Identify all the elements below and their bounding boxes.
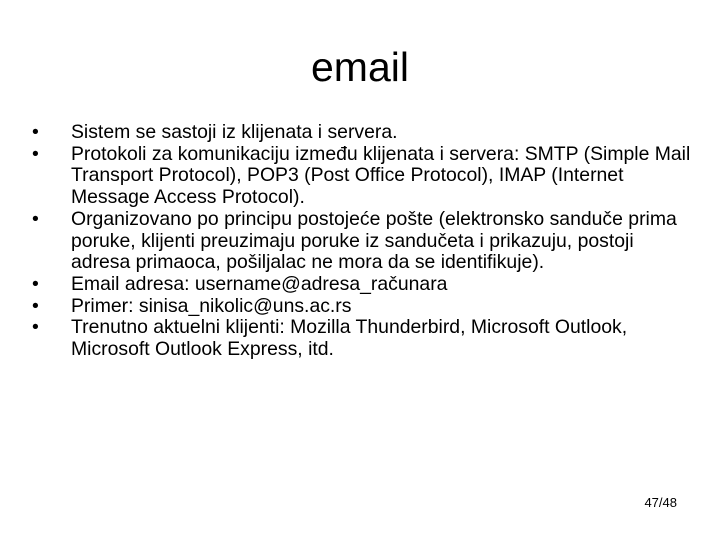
bullet-item-2 bbox=[32, 144, 692, 209]
bullet-text-1: Sistem se sastoji iz klijenata i servera. bbox=[71, 121, 398, 143]
slide-title: email bbox=[311, 44, 409, 90]
bullet-item-5 bbox=[32, 296, 692, 318]
bullet-icon: • bbox=[32, 294, 39, 317]
bullet-text-5: Primer: sinisa_nikolic@uns.ac.rs bbox=[71, 294, 352, 317]
bullet-text-3: Organizovano po principu postojeće pošte (elektronsko sandučе prima poruke, klijenti preuzimaju poruke iz sandučeta i prikazuju, postoji adresa primaoca, pošiljalac ne mora da se identifikuje). bbox=[71, 207, 677, 274]
bullet-text-2: Protokoli za komunikaciju između klijenata i servera: SMTP (Simple Mail Transport Protocol), POP3 (Post Office Protocol), IMAP (Internet Message Access Protocol). bbox=[71, 142, 691, 209]
bullet-item-4 bbox=[32, 274, 692, 296]
page-number: 47/48 bbox=[644, 495, 677, 510]
bullet-icon: • bbox=[32, 142, 39, 165]
bullet-icon: • bbox=[32, 316, 39, 339]
bullet-item-1 bbox=[32, 122, 692, 144]
bullet-icon: • bbox=[32, 207, 39, 230]
bullet-text-4: Email adresa: username@adresa_računara bbox=[71, 272, 448, 295]
bullet-list bbox=[32, 122, 692, 361]
bullet-icon: • bbox=[32, 121, 39, 143]
bullet-item-6 bbox=[32, 317, 692, 360]
bullet-icon: • bbox=[32, 272, 39, 295]
bullet-text-6: Trenutno aktuelni klijenti: Mozilla Thunderbird, Microsoft Outlook, Microsoft Outlook Express, itd. bbox=[71, 316, 628, 361]
bullet-item-3 bbox=[32, 209, 692, 274]
